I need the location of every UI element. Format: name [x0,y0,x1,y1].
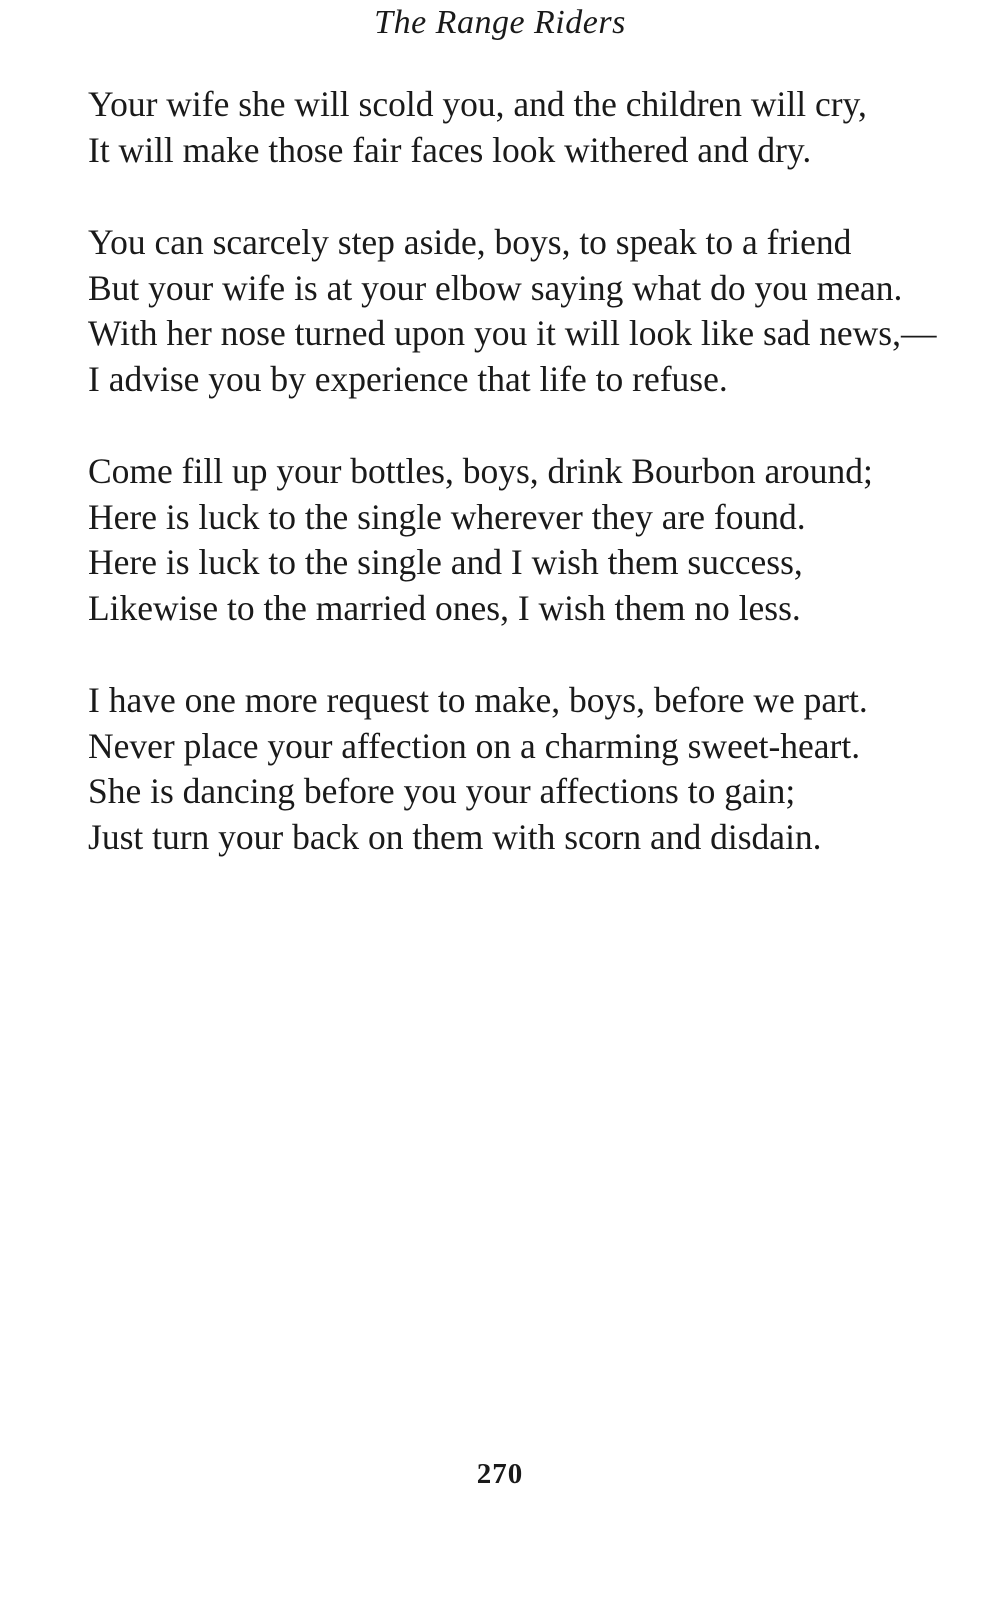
verse-line: I have one more request to make, boys, before we part. [88,680,868,720]
verse-line: You can scarcely step aside, boys, to speak to a friend [88,222,852,262]
page-number: 270 [476,1458,524,1490]
verse-line: Your wife she will scold you, and the children will cry, [88,84,867,124]
verse-line: She is dancing before you your affections to gain; [88,771,796,811]
stanza-4 [88,678,948,860]
poem-text [88,82,948,907]
verse-line: It will make those fair faces look withered and dry. [88,129,812,170]
verse-line: Never place your affection on a charming sweet-heart. [88,725,861,766]
stanza-2 [88,220,948,402]
verse-line: Here is luck to the single and I wish them success, [88,542,803,582]
verse-line: Come fill up your bottles, boys, drink Bourbon around; [88,451,873,491]
verse-line: I advise you by experience that life to refuse. [88,358,728,399]
stanza-1 [88,82,948,173]
verse-line: Here is luck to the single wherever they are found. [88,496,806,537]
verse-line: With her nose turned upon you it will look like sad news,— [88,313,937,353]
verse-line: Likewise to the married ones, I wish them no less. [88,587,801,628]
running-head: The Range Riders [374,4,626,41]
stanza-3 [88,449,948,631]
verse-line: Just turn your back on them with scorn and disdain. [88,816,822,857]
verse-line: But your wife is at your elbow saying what do you mean. [88,267,903,308]
